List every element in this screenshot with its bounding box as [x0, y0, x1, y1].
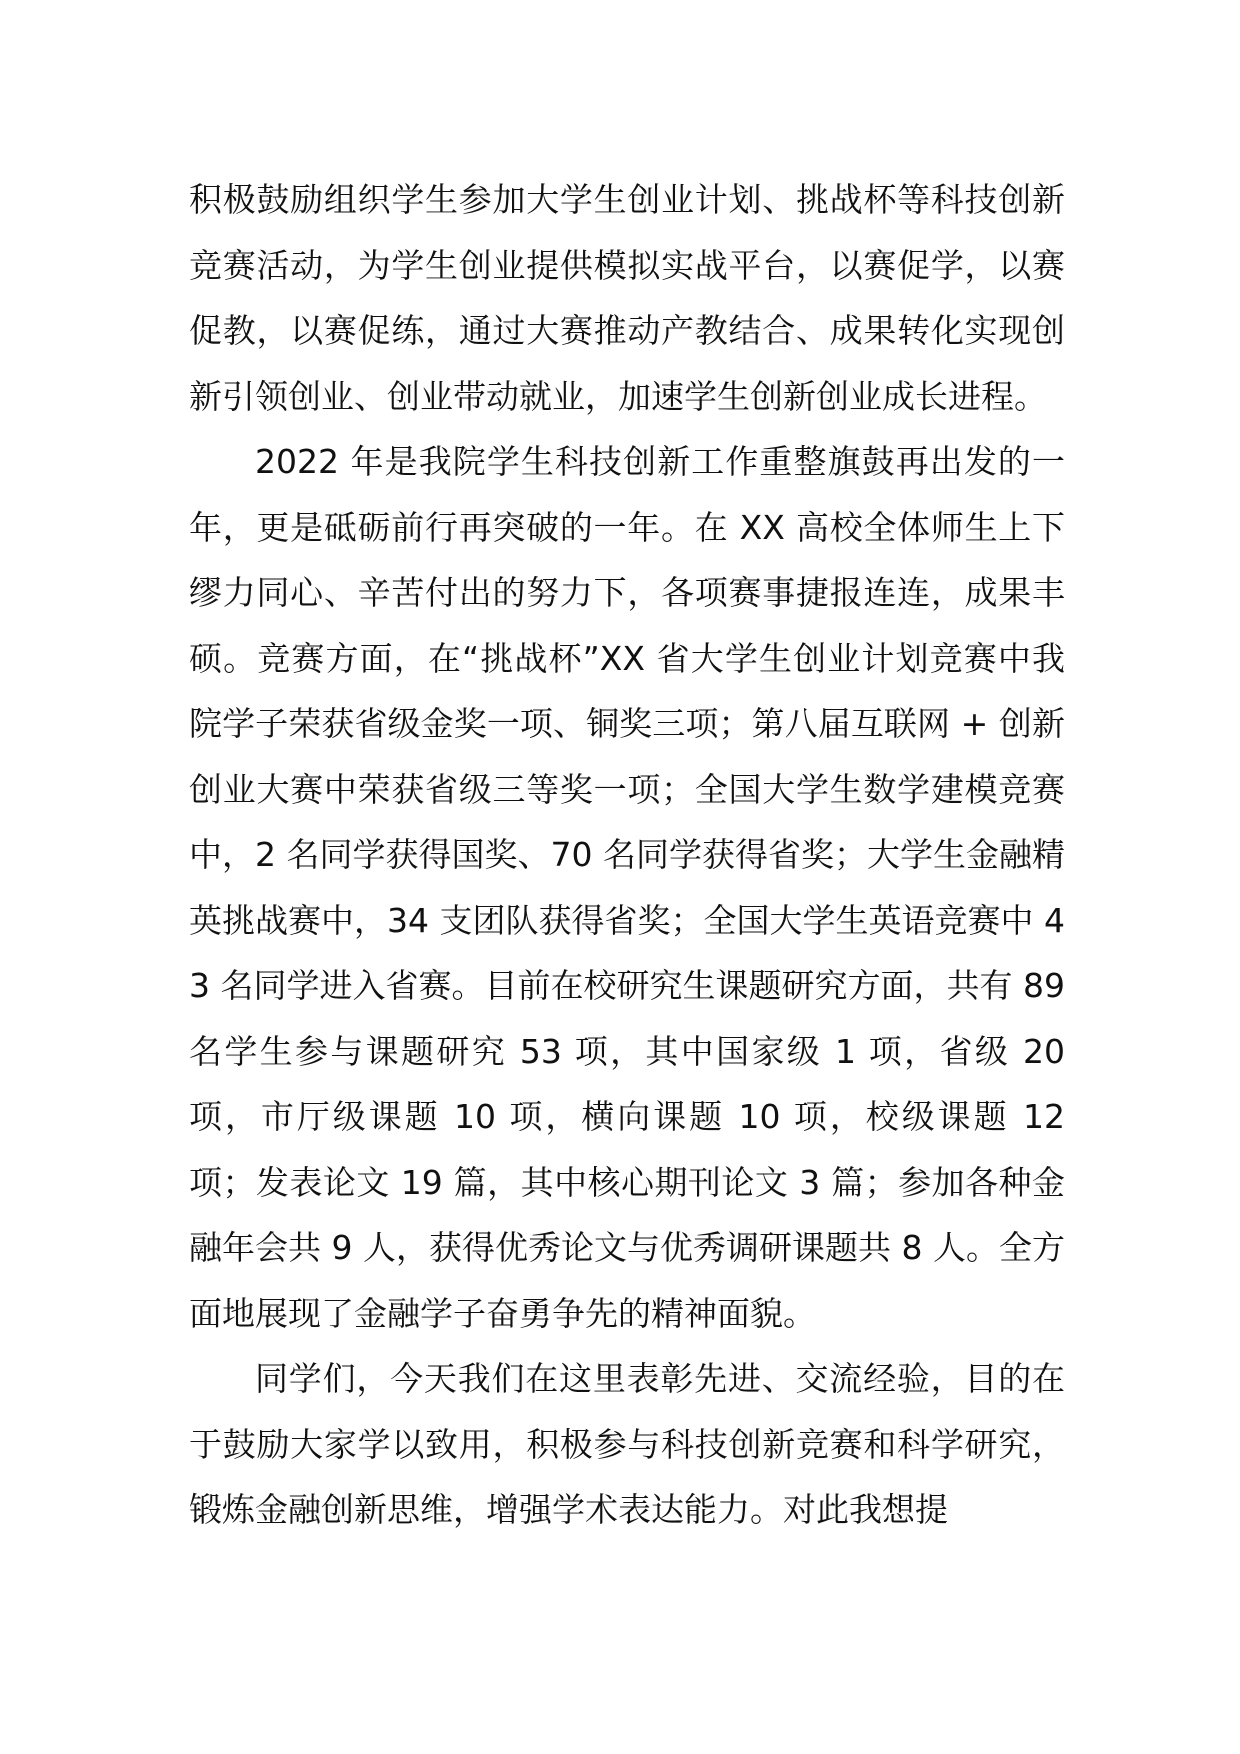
paragraph-achievements: 2022 年是我院学生科技创新工作重整旗鼓再出发的一年，更是砥砺前行再突破的一年。在 XX 高校全体师生上下缪力同心、辛苦付出的努力下，各项赛事捷报连连，成果丰硕。竞赛方面，在“挑战杯”XX 省大学生创业计划竞赛中我院学子荣获省级金奖一项、铜奖三项；第八届互联网 + 创新创业大赛中荣获省级三等奖一项；全国大学生数学建模竞赛中，2 名同学获得国奖、70 名同学获得省奖；大学生金融精英挑战赛中，34 支团队获得省奖；全国大学生英语竞赛中 43 名同学进入省赛。目前在校研究生课题研究方面，共有 89 名学生参与课题研究 53 项，其中国家级 1 项，省级 20 项，市厅级课题 10 项，横向课题 10 项，校级课题 12 项；发表论文 19 篇，其中核心期刊论文 3 篇；参加各种金融年会共 9 人，获得优秀论文与优秀调研课题共 8 人。全方面地展现了金融学子奋勇争先的精神面貌。 — [189, 442, 1065, 1333]
paragraph-address: 同学们，今天我们在这里表彰先进、交流经验，目的在于鼓励大家学以致用，积极参与科技创新竞赛和科学研究，锻炼金融创新思维，增强学术表达能力。对此我想提 — [189, 1359, 1065, 1529]
paragraph-continuation: 积极鼓励组织学生参加大学生创业计划、挑战杯等科技创新竞赛活动，为学生创业提供模拟实战平台，以赛促学，以赛促教，以赛促练，通过大赛推动产教结合、成果转化实现创新引领创业、创业带动就业，加速学生创新创业成长进程。 — [189, 180, 1065, 416]
body-text — [189, 167, 1065, 1543]
